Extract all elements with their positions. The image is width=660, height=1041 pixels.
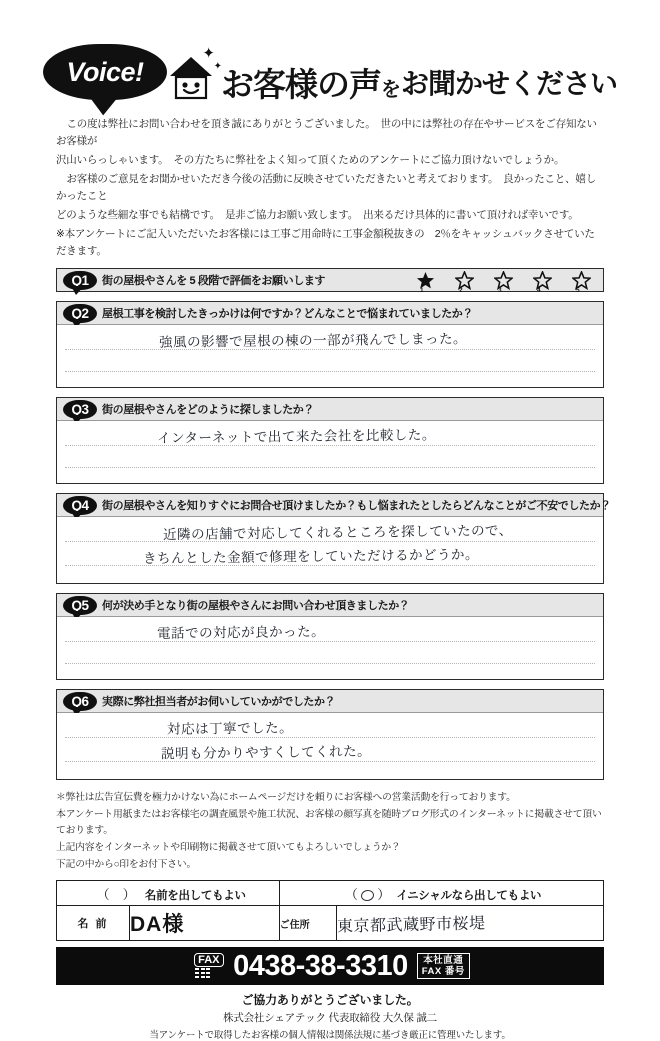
writing-rule (65, 445, 595, 446)
thanks-message: ご協力ありがとうございました。 (241, 993, 419, 1008)
note-line-3: 上記内容をインターネットや印刷物に掲載させて頂いてもよろしいでしょうか？ (56, 841, 401, 853)
handwritten-answer-q6-line1: 対応は丁寧でした。 (166, 720, 294, 738)
intro-line-3: お客様のご意見をお聞かせいただき今後の活動に反映させていただきたいと考えております。 良かったこと、嬉しかったこと (56, 173, 597, 202)
address-label: ご住所 (279, 906, 336, 941)
company-line: 株式会社シェアテック 代表取締役 大久保 誠二 (223, 1012, 437, 1025)
question-block-q3 (56, 397, 604, 484)
consent-row (57, 881, 604, 906)
question-header-q5 (57, 594, 603, 617)
voice-bubble-logo (43, 44, 167, 100)
consent-option-name[interactable] (57, 881, 280, 906)
intro-line-2: 沢山いらっしゃいます。 その方たちに弊社をよく知って頂くためのアンケートにご協力頂けないでしょうか。 (56, 154, 565, 166)
writing-rule (65, 737, 595, 738)
star-number-2: 2 (459, 286, 463, 294)
star-rating-5[interactable] (572, 271, 591, 294)
fax-number: 0438-38-3310 (233, 949, 408, 982)
consent-checkbox-initial[interactable]: （ ） (344, 886, 390, 902)
star-rating-4[interactable] (533, 271, 552, 294)
customer-row (57, 906, 604, 941)
answer-area-q3[interactable] (57, 421, 603, 483)
question-header-q6 (57, 690, 603, 713)
address-field[interactable] (336, 906, 603, 941)
fax-icon-label: FAX (194, 953, 223, 967)
address-value: 東京都武蔵野市桜堤 (336, 913, 486, 936)
star-number-5: 5 (576, 286, 580, 294)
page-title: お客様の声 (220, 66, 381, 103)
question-block-q2 (56, 301, 604, 388)
handwritten-answer-q4-line2: きちんとした金額で修理をしていただけるかどうか。 (142, 546, 480, 568)
intro-line-4: どのような些細な事でも結構です。 是非ご協力お願い致します。 出来るだけ具体的に書いて頂ければ幸いです。 (56, 209, 579, 221)
name-value: DA様 (130, 913, 185, 937)
question-badge-q2: Q2 (63, 304, 97, 323)
fax-tag-line2: FAX 番号 (421, 966, 465, 978)
fax-machine-icon (190, 953, 224, 979)
question-header-q3 (57, 398, 603, 421)
star-rating-2[interactable] (455, 271, 474, 294)
page-header (0, 0, 660, 102)
question-text-q1: 街の屋根やさんを 5 段階で評価をお願いします (102, 275, 326, 287)
star-rating-1[interactable] (416, 271, 435, 294)
page-title-tail: お聞かせください (400, 68, 617, 99)
star-number-3: 3 (498, 286, 502, 294)
star-number-1: 1 (420, 286, 424, 294)
intro-text (56, 116, 604, 260)
house-smile-icon (163, 45, 222, 102)
question-header-q4 (57, 494, 611, 517)
name-label: 名 前 (57, 906, 130, 941)
note-line-2: 本アンケート用紙またはお客様宅の調査風景や施工状況、お客様の顔写真を随時ブログ形式のインターネットに掲載させて頂いております。 (56, 808, 602, 837)
question-list (56, 268, 611, 780)
name-field[interactable] (130, 906, 280, 941)
customer-info-table (56, 880, 604, 941)
star-rating-3[interactable] (494, 271, 513, 294)
disclaimer-notes (56, 790, 604, 873)
question-block-q1 (56, 268, 604, 292)
handwritten-answer-q3-line1: インターネットで出て来た会社を比較した。 (156, 427, 436, 447)
question-header-q2 (57, 302, 603, 325)
question-text-q6: 実際に弊社担当者がお伺いしていかがでしたか？ (102, 696, 336, 708)
writing-rule (65, 641, 595, 642)
question-badge-q6: Q6 (63, 692, 97, 711)
circle-mark-icon (360, 889, 375, 902)
handwritten-answer-q2-line1: 強風の影響で屋根の棟の一部が飛んでしまった。 (158, 331, 468, 351)
handwritten-answer-q5-line1: 電話での対応が良かった。 (156, 623, 326, 643)
handwritten-answer-q6-line2: 説明も分かりやすくしてくれた。 (160, 743, 372, 763)
page-title-particle: を (380, 79, 401, 101)
privacy-note: 当アンケートで取得したお客様の個人情報は関係法規に基づき厳正に管理いたします。 (149, 1030, 511, 1041)
question-text-q5: 何が決め手となり街の屋根やさんにお問い合わせ頂きましたか？ (102, 600, 410, 612)
question-badge-q5: Q5 (63, 596, 97, 615)
handwritten-answer-q4-line1: 近隣の店舗で対応してくれるところを探していたので、 (162, 522, 513, 544)
answer-area-q6[interactable] (57, 713, 603, 779)
writing-rule (65, 467, 595, 468)
question-badge-q3: Q3 (63, 400, 97, 419)
note-line-1: ＊弊社は広告宣伝費を極力かけない為にホームページだけを頼りにお客様への営業活動を行っております。 (56, 792, 516, 803)
answer-area-q5[interactable] (57, 617, 603, 679)
writing-rule (65, 541, 595, 542)
fax-dots-icon (195, 968, 210, 979)
question-badge-q4: Q4 (63, 496, 97, 515)
rating-stars[interactable] (416, 271, 597, 294)
intro-line-5: ※本アンケートにご記入いただいたお客様には工事ご用命時に工事金額税抜きの 2％をキャッシュバックさせていただきます。 (56, 228, 595, 257)
writing-rule (65, 663, 595, 664)
question-header-q1 (57, 269, 603, 294)
writing-rule (65, 761, 595, 762)
question-block-q6 (56, 689, 604, 780)
consent-option-initial[interactable] (279, 881, 603, 906)
question-badge-q1: Q1 (63, 271, 97, 290)
answer-area-q2[interactable] (57, 325, 603, 387)
intro-line-1: この度は弊社にお問い合わせを頂き誠にありがとうございました。 世の中には弊社の存在やサービスをご存知ないお客様が (56, 118, 597, 147)
note-line-4: 下記の中から○印をお付下さい。 (56, 858, 197, 870)
writing-rule (65, 371, 595, 372)
question-text-q2: 屋根工事を検討したきっかけは何ですか？どんなことで悩まれていましたか？ (102, 308, 473, 320)
question-text-q4: 街の屋根やさんを知りすぐにお問合せ頂けましたか？もし悩まれたとしたらどんなことがご不安でしたか？ (102, 500, 611, 512)
sparkle-icon-large: ✦ (202, 45, 215, 62)
writing-rule (65, 349, 595, 350)
question-block-q5 (56, 593, 604, 680)
star-number-4: 4 (537, 286, 541, 294)
consent-label-initial: イニシャルなら出してもよい (396, 889, 542, 902)
question-text-q3: 街の屋根やさんをどのように探しましたか？ (102, 404, 314, 416)
consent-checkbox-name[interactable]: （ ） (96, 886, 136, 902)
sparkle-icon-small: ✦ (213, 61, 222, 72)
answer-area-q4[interactable] (57, 517, 603, 583)
question-block-q4 (56, 493, 611, 584)
voice-label: Voice! (66, 56, 144, 87)
fax-tag (417, 953, 470, 979)
consent-label-name: 名前を出してもよい (144, 889, 246, 902)
fax-tag-line1: 本社直通 (423, 955, 464, 967)
fax-banner (56, 947, 604, 985)
